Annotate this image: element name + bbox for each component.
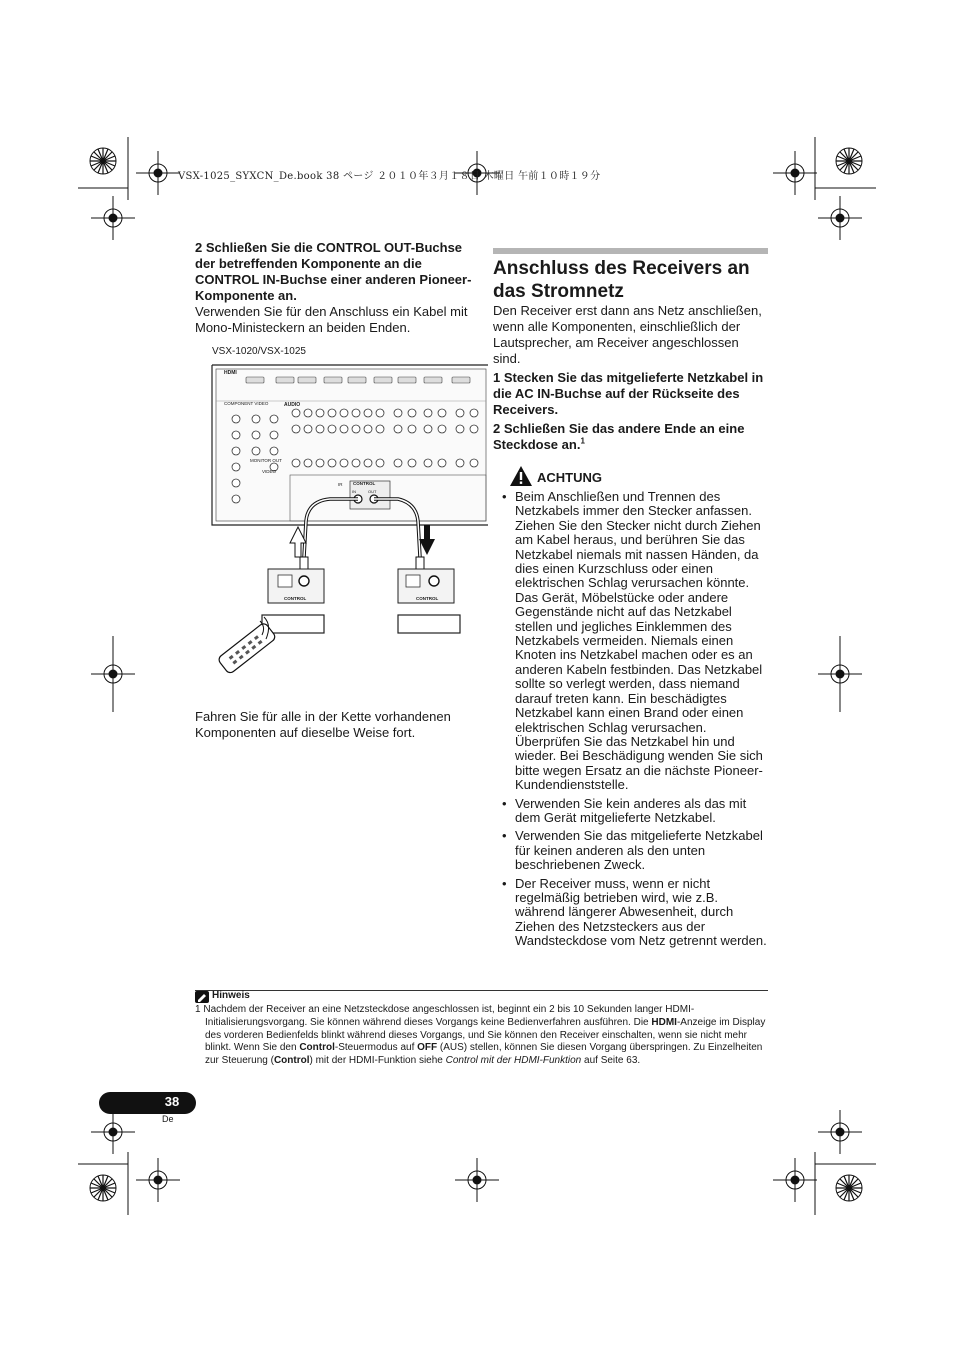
note-paragraph [195, 1004, 770, 1068]
note-number: 1 [195, 1004, 201, 1015]
note-part: -Steuermodus auf [334, 1042, 418, 1054]
diagram-drawing [198, 343, 488, 703]
note-part: Nachdem der Receiver an eine Netzsteckdose angeschlossen ist, beginnt ein 2 bis 10 Sekunden langer HDMI-Initialisierungsvorgang. Sie können während dieses Vorgangs keine Bedienverfahren ausführen. Die [203, 1004, 695, 1028]
page-language: De [162, 1114, 174, 1124]
step2-body: Verwenden Sie für den Anschluss ein Kabel mit Mono-Ministeckern an beiden Enden. [195, 304, 468, 335]
video-label: VIDEO [262, 469, 277, 474]
warning-triangle-icon [509, 465, 533, 487]
list-item: • Verwenden Sie das mitgelieferte Netzkabel für keinen anderen als den unten beschriebenen Zweck. [497, 829, 770, 872]
step2-power-text: 2 Schließen Sie das andere Ende an eine Steckdose an. [493, 421, 745, 452]
note-part: -Anzeige im Display des vorderen Bedienfelds blinkt während dieses Vorgangs, und Sie können den Receiver einschalten, wenn sie nicht mehr blinkt. Wenn Sie den [205, 1016, 766, 1054]
print-header-line: VSX-1025_SYXCN_De.book 38 ページ ２０１０年３月１８日 木曜日 午前１０時１９分 [178, 171, 601, 182]
list-item: • Verwenden Sie kein anderes als das mit dem Gerät mitgelieferte Netzkabel. [497, 797, 770, 826]
note-bold: Control [273, 1055, 310, 1067]
section-bar [493, 248, 768, 254]
list-item: • Der Receiver muss, wenn er nicht regelmäßig betrieben wird, wie z.B. während längerer Abwesenheit, durch Ziehen des Netzsteckers aus der Wandsteckdose vom Netz getrennt werden. [497, 877, 770, 949]
warning-title: ACHTUNG [537, 470, 602, 485]
note-part: ) mit der HDMI-Funktion siehe [309, 1055, 446, 1067]
component-video-label: COMPONENT VIDEO [224, 401, 269, 406]
note-title: Hinweis [212, 990, 250, 1001]
note-bold: HDMI [651, 1016, 677, 1028]
step2-heading: 2 Schließen Sie die CONTROL OUT-Buchse der betreffenden Komponente an die CONTROL IN-Buchse einer anderen Pioneer-Komponente an. [195, 240, 472, 303]
note-bold: OFF [417, 1042, 438, 1054]
ir-label: IR [338, 482, 343, 487]
control-connection-diagram [198, 343, 488, 703]
note-italic: Control mit der HDMI-Funktion [445, 1055, 582, 1067]
audio-label: AUDIO [284, 402, 301, 408]
hdmi-label: HDMI [224, 370, 237, 376]
note-part: (AUS) stellen, können Sie diesen Vorgang überspringen. Zu Einzelheiten zur Steuerung ( [205, 1042, 763, 1067]
section-title: Anschluss des Receivers an das Stromnetz [493, 258, 750, 302]
receiver-out-label: OUT [368, 489, 377, 494]
closing-text: Fahren Sie für alle in der Kette vorhandenen Komponenten auf dieselbe Weise fort. [195, 709, 451, 740]
component-b-control-label: CONTROL [416, 596, 439, 601]
footnote-ref: 1 [580, 436, 585, 446]
warning-list [497, 490, 770, 953]
step1-heading: 1 Stecken Sie das mitgelieferte Netzkabel in die AC IN-Buchse auf der Rückseite des Receivers. [493, 370, 764, 417]
note-bold: Control [299, 1042, 335, 1054]
note-text [195, 1004, 770, 1068]
page-number: 38 [164, 1094, 180, 1109]
intro-paragraph: Den Receiver erst dann ans Netz anschließen, wenn alle Komponenten, einschließlich der Lautsprecher, am Receiver angeschlossen sind. [493, 303, 762, 366]
note-part: auf Seite 63. [581, 1055, 641, 1067]
step2-heading-power [493, 421, 769, 453]
monitor-out-label: MONITOR OUT [250, 458, 282, 463]
receiver-in-label: IN [352, 489, 356, 494]
note-pencil-icon [195, 991, 209, 1003]
list-item: • Beim Anschließen und Trennen des Netzkabels immer den Stecker anfassen. Ziehen Sie den Stecker nicht durch Ziehen am Kabel heraus, und berühren Sie das Netzkabel niemals mit nassen Händen, da dies einen Kurzschluss oder einen elektrischen Schlag verursachen könnte. Das Gerät, Möbelstücke oder andere Gegenstände nicht auf das Netzkabel stellen und jegliches Einklemmen des Netzkabels vermeiden. Niemals einen Knoten ins Netzkabel machen oder es an anderen Kabeln festbinden. Das Netzkabel sollte so verlegt werden, dass niemand darauf treten kann. Ein beschädigtes Netzkabel kann einen Brand oder einen elektrischen Schlag verursachen. Überprüfen Sie das Netzkabel hin und wieder. Bei Beschädigung wenden Sie sich bitte wegen Ersatz an die nächste Pioneer-Kundendienststelle. [497, 490, 770, 793]
model-label: VSX-1020/VSX-1025 [212, 346, 306, 357]
receiver-control-label: CONTROL [353, 481, 376, 486]
component-a-control-label: CONTROL [284, 596, 307, 601]
note-rule [195, 990, 768, 991]
